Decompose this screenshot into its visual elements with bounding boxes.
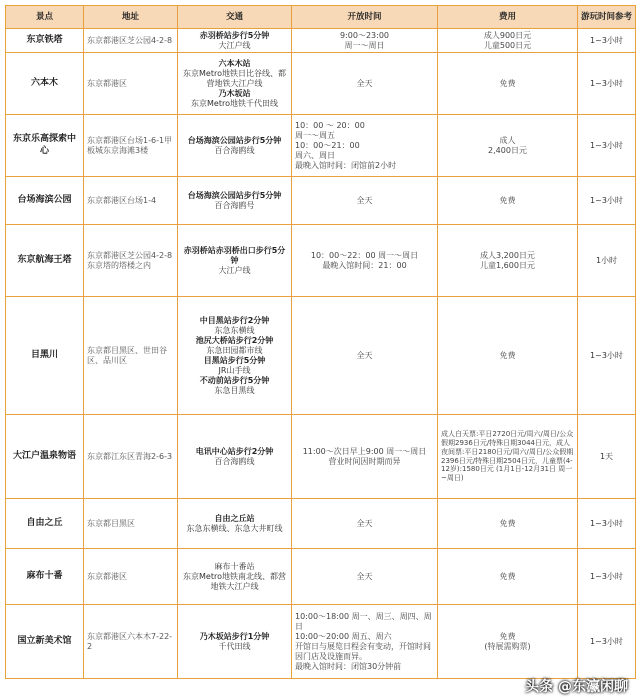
cell-hours: [292, 605, 438, 679]
fee-line: 儿童500日元: [483, 40, 532, 50]
cell-name: 自由之丘: [6, 499, 84, 549]
watermark: [525, 676, 628, 696]
cell-duration: 1~3小时: [578, 115, 636, 177]
fee-line: 成人900日元: [483, 30, 532, 40]
transport-line: 乃木坂站: [218, 88, 251, 98]
cell-address: 东京都港区: [84, 53, 178, 115]
transport-line: 东京Metro地铁南北线、都营地铁大江户线: [183, 571, 286, 591]
cell-fee: [438, 415, 578, 499]
cell-transport: [178, 177, 292, 225]
cell-duration: 1天: [578, 415, 636, 499]
hours-line: 周六、周日: [295, 150, 335, 160]
table-row: [6, 549, 636, 605]
hours-line: 全天: [356, 518, 373, 528]
transport-line: 东京Metro地铁日比谷线、都营地铁大江户线: [183, 68, 286, 88]
cell-name: 国立新美术馆: [6, 605, 84, 679]
fee-line: 免费: [499, 78, 516, 88]
hours-line: 9:00～23:00: [339, 30, 390, 40]
cell-fee: [438, 297, 578, 415]
cell-fee: [438, 605, 578, 679]
hours-line: 10：00～21：00: [295, 140, 360, 150]
cell-transport: [178, 549, 292, 605]
cell-duration: 1~3小时: [578, 549, 636, 605]
transport-line: 台场海滨公园站步行5分钟: [187, 135, 282, 145]
cell-fee: [438, 499, 578, 549]
transport-line: 赤羽桥站步行5分钟: [199, 30, 270, 40]
cell-transport: [178, 29, 292, 53]
transport-line: 台场海滨公园站步行5分钟: [187, 190, 282, 200]
fee-line: (特展需购票): [484, 641, 531, 651]
cell-address: 东京都港区芝公园4-2-8: [84, 29, 178, 53]
transport-line: 大江户线: [218, 265, 251, 275]
transport-line: JR山手线: [218, 365, 251, 375]
cell-duration: 1小时: [578, 225, 636, 297]
transport-line: 东急田园都市线: [206, 345, 263, 355]
transport-line: 自由之丘站: [214, 513, 255, 523]
cell-name: 目黑川: [6, 297, 84, 415]
fee-line: 免费: [499, 350, 516, 360]
transport-line: 目黑站步行5分钟: [203, 355, 266, 365]
cell-name: 东京铁塔: [6, 29, 84, 53]
table-row: [6, 177, 636, 225]
hours-line: 全天: [356, 78, 373, 88]
transport-line: 电讯中心站步行2分钟: [195, 446, 274, 456]
cell-hours: [292, 177, 438, 225]
cell-transport: [178, 225, 292, 297]
hours-line: 营业时间因时期而异: [328, 456, 401, 466]
watermark-text: 头条 @东瀛闲聊: [525, 679, 628, 695]
fee-line: 免费: [499, 518, 516, 528]
transport-line: 东京Metro地铁千代田线: [191, 98, 278, 108]
cell-address: 东京都港区: [84, 549, 178, 605]
fee-line: 成人白天票:平日2720日元/周六/周日/公众假期2936日元/特殊日期3044日元，成人夜间票:平日2180日元/周六/周日/公众假期2396日元/特殊日期2504日元，儿童票(4-12岁):1580日元 (1月1日-12月31日 周一~周日): [441, 430, 574, 482]
header-address: 地址: [84, 6, 178, 29]
cell-transport: [178, 297, 292, 415]
table-row: [6, 225, 636, 297]
cell-duration: 1~3小时: [578, 605, 636, 679]
cell-name: 台场海滨公园: [6, 177, 84, 225]
cell-transport: [178, 415, 292, 499]
cell-address: 东京都港区六本木7-22-2: [84, 605, 178, 679]
hours-line: 全天: [356, 350, 373, 360]
cell-address: 东京都江东区青海2-6-3: [84, 415, 178, 499]
header-fee: 费用: [438, 6, 578, 29]
cell-fee: [438, 177, 578, 225]
cell-hours: [292, 29, 438, 53]
cell-address: 东京都目黑区、世田谷区、品川区: [84, 297, 178, 415]
cell-transport: [178, 115, 292, 177]
table-row: [6, 29, 636, 53]
hours-line: 10：00～22：00 周一～周日: [310, 250, 419, 260]
transport-line: 不动前站步行5分钟: [199, 375, 270, 385]
header-hours: 开放时间: [292, 6, 438, 29]
cell-hours: [292, 225, 438, 297]
table-row: [6, 499, 636, 549]
transport-line: 百合海鸥线: [214, 456, 255, 466]
cell-transport: [178, 499, 292, 549]
hours-line: 周一～周日: [344, 40, 385, 50]
transport-line: 百合海鸥号: [214, 200, 255, 210]
cell-name: 东京航海王塔: [6, 225, 84, 297]
cell-duration: 1~3小时: [578, 29, 636, 53]
fee-line: 成人3,200日元: [480, 250, 535, 260]
hours-line: 最晚入馆时间：闭馆前2小时: [295, 160, 397, 170]
cell-hours: [292, 53, 438, 115]
cell-address: 东京都目黑区: [84, 499, 178, 549]
cell-duration: 1~3小时: [578, 177, 636, 225]
cell-fee: [438, 225, 578, 297]
cell-name: 东京乐高探索中心: [6, 115, 84, 177]
fee-line: 成人: [499, 135, 516, 145]
cell-transport: [178, 53, 292, 115]
fee-line: 儿童1,600日元: [480, 260, 535, 270]
transport-line: 大江户线: [218, 40, 251, 50]
cell-address: 东京都港区芝公园4-2-8 东京塔的塔楼之内: [84, 225, 178, 297]
fee-line: 2,400日元: [488, 145, 527, 155]
fee-line: 免费: [499, 631, 516, 641]
table-row: [6, 415, 636, 499]
cell-transport: [178, 605, 292, 679]
table-row: [6, 53, 636, 115]
transport-line: 池尻大桥站步行2分钟: [195, 335, 274, 345]
cell-fee: [438, 549, 578, 605]
hours-line: 全天: [356, 571, 373, 581]
cell-duration: 1~3小时: [578, 297, 636, 415]
hours-line: 开馆日与展览日程会有变动，开馆时间因门店及设施而异。: [295, 641, 431, 661]
cell-hours: [292, 499, 438, 549]
transport-line: 东急东横线、东急大井町线: [186, 523, 283, 533]
header-row: [6, 6, 636, 29]
hours-line: 最晚入馆时间：21：00: [322, 260, 407, 270]
hours-line: 10:00～18:00 周一、周三、周四、周日: [295, 611, 432, 631]
cell-duration: 1~3小时: [578, 499, 636, 549]
transport-line: 东急目黑线: [214, 385, 255, 395]
cell-name: 麻布十番: [6, 549, 84, 605]
header-duration: 游玩时间参考: [578, 6, 636, 29]
hours-line: 周一～周五: [295, 130, 335, 140]
transport-line: 百合海鸥线: [214, 145, 255, 155]
transport-line: 麻布十番站: [214, 561, 255, 571]
cell-fee: [438, 115, 578, 177]
hours-line: 全天: [356, 195, 373, 205]
attractions-table: [5, 5, 636, 679]
cell-hours: [292, 549, 438, 605]
fee-line: 免费: [499, 195, 516, 205]
cell-fee: [438, 53, 578, 115]
hours-line: 最晚入馆时间：闭馆30分钟前: [295, 661, 402, 671]
cell-hours: [292, 415, 438, 499]
transport-line: 千代田线: [218, 641, 251, 651]
hours-line: 10：00 ～ 20：00: [295, 120, 365, 130]
hours-line: 10:00～20:00 周五、周六: [295, 631, 392, 641]
transport-line: 乃木坂站步行1分钟: [199, 631, 270, 641]
table-row: [6, 115, 636, 177]
transport-line: 东急东横线: [214, 325, 255, 335]
transport-line: 六本木站: [218, 58, 251, 68]
table-row: [6, 605, 636, 679]
cell-address: 东京都港区台场1-6-1甲板城东京海滩3楼: [84, 115, 178, 177]
cell-address: 东京都港区台场1-4: [84, 177, 178, 225]
table-row: [6, 297, 636, 415]
fee-line: 免费: [499, 571, 516, 581]
hours-line: 11:00～次日早上9:00 周一～周日: [302, 446, 427, 456]
transport-line: 赤羽桥站赤羽桥出口步行5分钟: [183, 245, 286, 265]
cell-fee: [438, 29, 578, 53]
cell-hours: [292, 115, 438, 177]
header-name: 景点: [6, 6, 84, 29]
header-transport: 交通: [178, 6, 292, 29]
cell-name: 大江户温泉物语: [6, 415, 84, 499]
cell-duration: 1~3小时: [578, 53, 636, 115]
cell-name: 六本木: [6, 53, 84, 115]
cell-hours: [292, 297, 438, 415]
transport-line: 中目黑站步行2分钟: [199, 315, 270, 325]
